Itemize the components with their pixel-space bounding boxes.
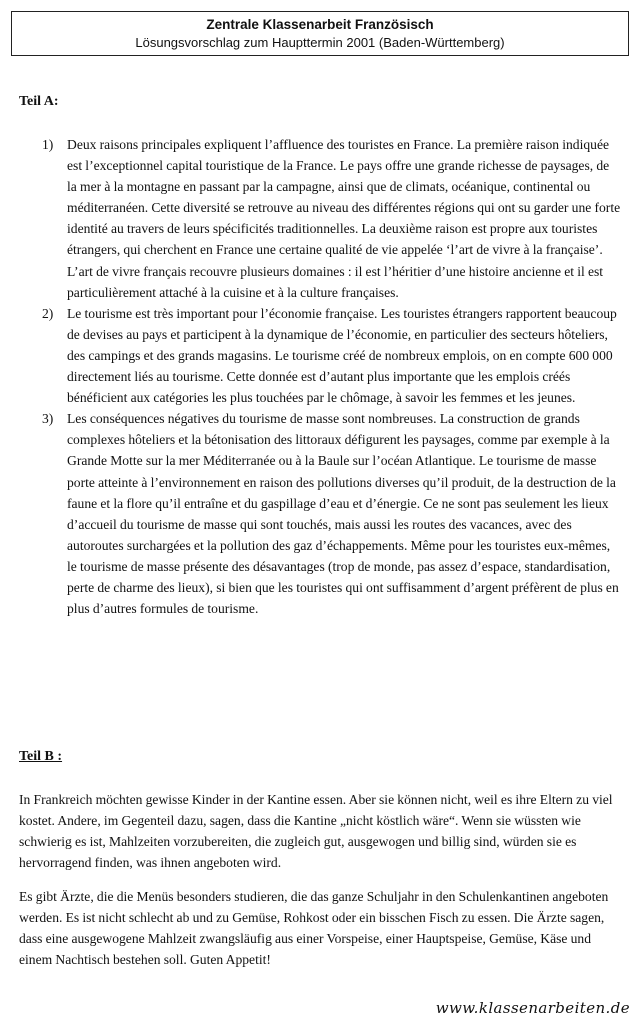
answer-text: Les conséquences négatives du tourisme de masse sont nombreuses. La construction de grands complexes hôteliers et la bétonisation des littoraux défigurent les paysages, comme par exemple à la Grande Motte sur la mer Méditerranée ou à la Baule sur l’océan Atlantique. Le tourisme de masse porte atteinte à l’environnement en raison des pollutions diverses qu’il produit, de la destruction de la faune et la flore qu’il entraîne et du gaspillage d’eau et d’énergie. Ce ne sont pas seulement les lieux d’accueil du tourisme de masse qui sont touchés, mais aussi les routes des vacances, avec des autoroutes surchargées et la pollution des gaz d’échappements. Même pour les touristes eux-mêmes, le tourisme de masse présente des désavantages (trop de monde, pas assez d’espace, standardisation, perte de charme des lieux), si bien que les touristes qui ont suffisamment d’argent préfèrent de plus en plus d’autres formules de tourisme. bbox=[67, 411, 619, 617]
teil-b-paragraph: Es gibt Ärzte, die die Menüs besonders studieren, die das ganze Schuljahr in den Schulenkantinen angeboten werden. Es ist nicht schlecht ab und zu Gemüse, Rohkost oder ein bisschen Fisch zu essen. Die Ärzte sagen, dass eine ausgewogene Mahlzeit zwangsläufig aus einer Vorspeise, einer Hauptspeise, Gemüse, Käse und einem Nachtisch bestehen soll. Guten Appetit! bbox=[19, 889, 609, 968]
answer-item bbox=[42, 303, 622, 408]
document-header bbox=[11, 11, 629, 56]
answer-item bbox=[42, 408, 622, 619]
answer-text: Deux raisons principales expliquent l’affluence des touristes en France. La première raison indiquée est l’exceptionnel capital touristique de la France. Le pays offre une grande richesse de paysages, de la mer à la montagne en passant par la campagne, ainsi que de climats, océanique, continental ou méditerranéen. Cette diversité se retrouve au niveau des différentes régions qui ont su garder une forte identité au travers de leurs spécificités traditionnelles. La deuxième raison est propre aux touristes étrangers, qui cherchent en France une certaine qualité de vie appelée ‘l’art de vivre à la française’. L’art de vivre français recouvre plusieurs domaines : il est l’héritier d’une histoire ancienne et il est particulièrement attaché à la cuisine et à la culture françaises. bbox=[67, 137, 621, 300]
document-subtitle: Lösungsvorschlag zum Haupttermin 2001 (Baden-Württemberg) bbox=[135, 35, 505, 50]
teil-b-paragraph: In Frankreich möchten gewisse Kinder in der Kantine essen. Aber sie können nicht, weil es ihre Eltern zu viel kostet. Andere, im Gegenteil dazu, sagen, dass die Kantine „nicht köstlich wäre“. Wenn sie wüssten wie schwierig es ist, Mahlzeiten vorzubereiten, die zugleich gut, ausgewogen und billig sind, würden sie es hervorragend finden, was ihnen angeboten wird. bbox=[19, 792, 613, 871]
answer-item bbox=[42, 134, 622, 303]
teil-b-heading: Teil B : bbox=[19, 749, 63, 764]
answer-number: 1) bbox=[42, 137, 54, 152]
teil-a-answer-list bbox=[42, 134, 622, 619]
website-footer: www.klassenarbeiten.de bbox=[435, 999, 630, 1017]
answer-text: Le tourisme est très important pour l’économie française. Les touristes étrangers rapportent beaucoup de devises au pays et participent à la dynamique de l’économie, en particulier des secteurs hôteliers, des campings et des grands magasins. Le tourisme créé de nombreux emplois, on en compte 600 000 directement liés au tourisme. Cette donnée est d’autant plus importante que les emplois créés bénéficient aux catégories les plus touchées par le chômage, à savoir les femmes et les jeunes. bbox=[67, 305, 617, 406]
answer-number: 2) bbox=[42, 305, 54, 321]
answer-number: 3) bbox=[42, 411, 54, 427]
teil-a-heading: Teil A: bbox=[19, 94, 59, 109]
document-title: Zentrale Klassenarbeit Französisch bbox=[206, 17, 434, 32]
